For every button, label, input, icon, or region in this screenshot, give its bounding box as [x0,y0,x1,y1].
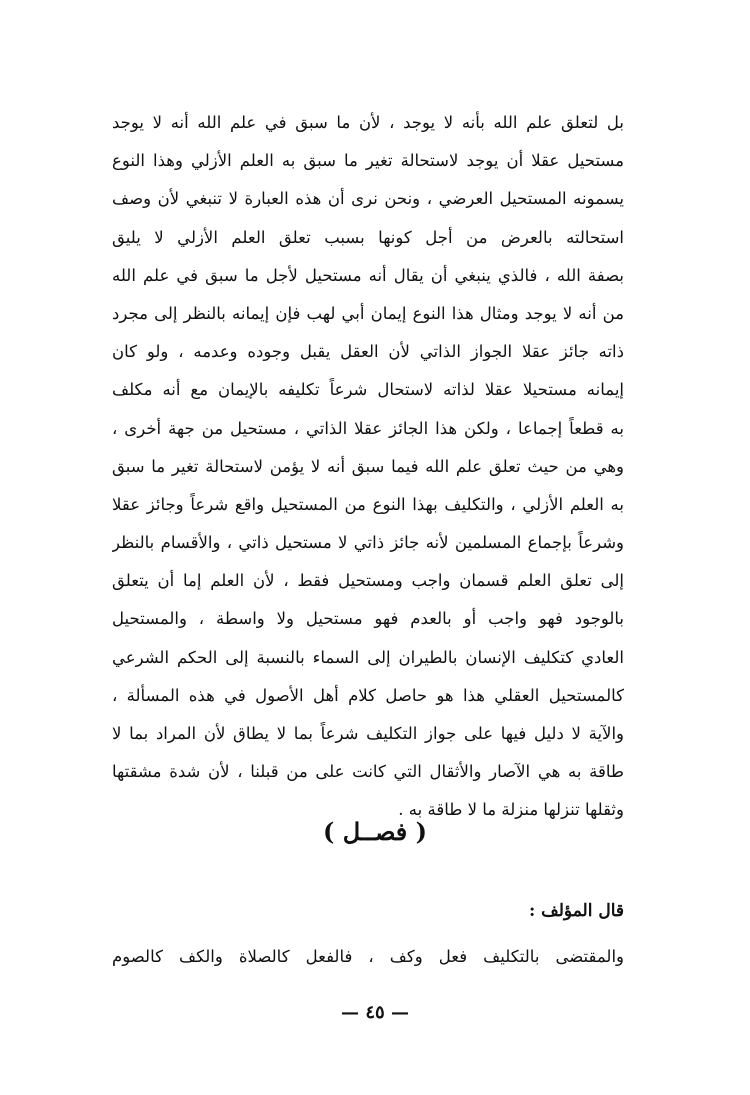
text-line: بل لتعلق علم الله بأنه لا يوجد ، لأن ما سبق في علم الله أنه لا يوجد [112,113,624,132]
text-line-last: وثقلها تنزلها منزلة ما لا طاقة به . [398,800,624,820]
text-line: والآية لا دليل فيها على جواز التكليف شرعاً بما لا يطاق لأن المراد بما لا [112,724,624,743]
text-line: كالمستحيل العقلي هذا هو حاصل كلام أهل الأصول في هذه المسألة ، [112,685,624,705]
text-line: بالوجود فهو واجب أو بالعدم فهو مستحيل ولا واسطة ، والمستحيل [112,609,624,629]
text-line: به قطعاً إجماعا ، ولكن هذا الجائز عقلا الذاتي ، مستحيل من جهة أخرى ، [112,418,624,438]
text-line: بصفة الله ، فالذي ينبغي أن يقال أنه مستحيل لأجل ما سبق في علم الله [112,265,624,285]
text-line: به العلم الأزلي ، والتكليف بهذا النوع من المستحيل واقع شرعاً وجائز عقلا [112,494,624,514]
text-line: وشرعاً بإجماع المسلمين لأنه جائز ذاتي لا مستحيل ذاتي ، والأقسام بالنظر [112,533,624,553]
text-line: ذاته جائز عقلا الجواز الذاتي لأن العقل يقبل وجوده وعدمه ، ولو كان [112,342,624,362]
text-line: وهي من حيث تعلق علم الله فيما سبق أنه لا يؤمن لاستحالة تغير ما سبق [112,456,624,476]
page-number: — ٤٥ — [341,1002,409,1023]
text-line: إلى تعلق العلم قسمان واجب ومستحيل فقط ، لأن العلم إما أن يتعلق [112,571,624,591]
text-line: إيمانه مستحيلا عقلا لذاته لاستحال شرعاً تكليفه بالإيمان مع أنه مكلف [112,380,624,400]
main-paragraph [112,104,624,830]
text-line: مستحيل عقلا أن يوجد لاستحالة تغير ما سبق به العلم الأزلي وهذا النوع [112,151,624,171]
text-line: من أنه لا يوجد ومثال هذا النوع إيمان أبي لهب فإن إيمانه بالنظر إلى مجرد [112,303,624,323]
text-line: العادي كتكليف الإنسان بالطيران إلى السماء بالنسبة إلى الحكم الشرعي [112,647,624,667]
text-line: طاقة به هي الآصار والأثقال التي كانت على من قبلنا ، لأن شدة مشقتها [112,762,624,782]
author-text-line: والمقتضى بالتكليف فعل وكف ، فالفعل كالصلاة والكف كالصوم [112,947,624,966]
author-label: قال المؤلف : [528,901,624,921]
text-line: يسمونه المستحيل العرضي ، ونحن نرى أن هذه العبارة لا تنبغي لأن وصف [112,189,624,209]
section-heading: ( فصــل ) [323,817,427,846]
text-line: استحالته بالعرض من أجل كونها بسبب تعلق العلم الأزلي لا يليق [112,227,624,247]
